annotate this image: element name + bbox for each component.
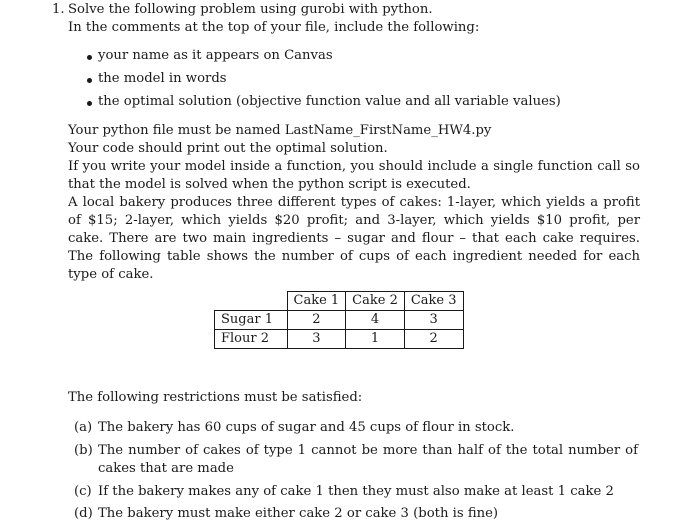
ingredients-table	[214, 291, 464, 349]
bullet-item: the model in words	[98, 71, 227, 86]
table-row-label: Sugar 1	[215, 311, 288, 330]
restriction-label: (c)	[74, 484, 92, 499]
table-cell: 3	[404, 311, 463, 330]
table-cell: 3	[287, 330, 346, 349]
restriction-text: The number of cakes of type 1 cannot be more than half of the total number of cakes that are made	[98, 443, 638, 476]
restriction-text: The bakery has 60 cups of sugar and 45 cups of flour in stock.	[98, 420, 515, 435]
table-corner-cell	[215, 292, 288, 311]
bullet-item: the optimal solution (objective function value and all variable values)	[98, 94, 561, 109]
restriction-label: (d)	[74, 506, 93, 521]
table-header-cell: Cake 1	[287, 292, 346, 311]
bakery-paragraph: A local bakery produces three different types of cakes: 1-layer, which yields a profit of $15; 2-layer, which yields $20 profit; and 3-layer, which yields $10 profit, per cake. There are two main ingredients – sugar and flour – that each cake requires. The following table shows the number of cups of each ingredient needed for each type of cake.	[68, 195, 640, 282]
file-name-line: Your python file must be named LastName_FirstName_HW4.py	[68, 123, 492, 138]
print-line: Your code should print out the optimal solution.	[68, 141, 388, 156]
restrictions-intro: The following restrictions must be satisfied:	[68, 390, 363, 405]
table-cell: 1	[346, 330, 405, 349]
intro-line-1: Solve the following problem using gurobi with python.	[68, 2, 433, 17]
restriction-label: (a)	[74, 420, 93, 435]
table-header-row	[215, 292, 464, 311]
table-header-cell: Cake 2	[346, 292, 405, 311]
restriction-label: (b)	[74, 443, 93, 458]
table-cell: 2	[404, 330, 463, 349]
bullet-item: your name as it appears on Canvas	[98, 48, 333, 63]
table-cell: 2	[287, 311, 346, 330]
table-header-cell: Cake 3	[404, 292, 463, 311]
bullet-dot-icon	[87, 101, 92, 106]
function-paragraph: If you write your model inside a function, you should include a single function call so that the model is solved when the python script is executed.	[68, 159, 640, 192]
intro-line-2: In the comments at the top of your file, include the following:	[68, 20, 480, 35]
table-cell: 4	[346, 311, 405, 330]
table-row-label: Flour 2	[215, 330, 288, 349]
table-row	[215, 330, 464, 349]
restriction-text: If the bakery makes any of cake 1 then they must also make at least 1 cake 2	[98, 484, 614, 499]
restriction-text: The bakery must make either cake 2 or cake 3 (both is fine)	[98, 506, 499, 521]
table-row	[215, 311, 464, 330]
problem-number: 1.	[52, 2, 65, 17]
bullet-dot-icon	[87, 55, 92, 60]
bullet-dot-icon	[87, 78, 92, 83]
